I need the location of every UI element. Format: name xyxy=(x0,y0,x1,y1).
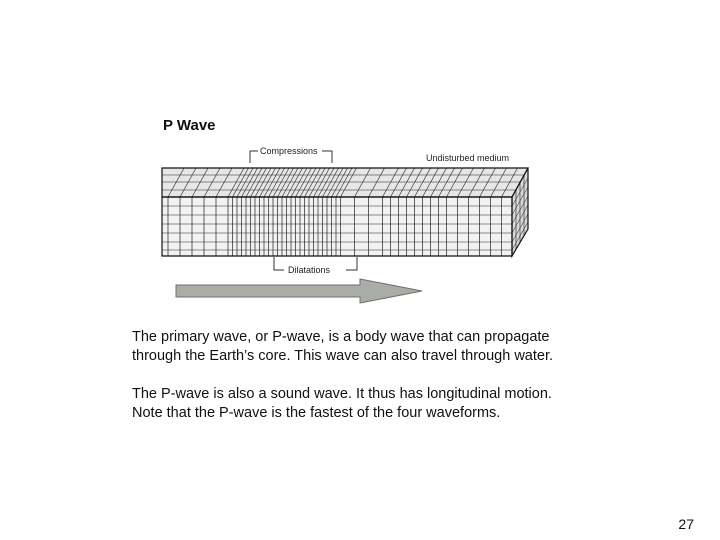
propagation-arrow xyxy=(176,279,422,303)
body-text xyxy=(132,328,652,423)
page-number: 27 xyxy=(678,516,694,532)
undisturbed-medium-label: Undisturbed medium xyxy=(426,153,510,163)
text-line: through the Earth’s core. This wave can also travel through water. xyxy=(132,348,554,364)
compressions-label: Compressions xyxy=(260,146,318,156)
dilatations-label: Dilatations xyxy=(288,265,331,275)
text-line: The P-wave is also a sound wave. It thus has longitudinal motion. xyxy=(132,386,552,402)
diagram-title: P Wave xyxy=(163,117,216,134)
text-line: Note that the P-wave is the fastest of the four waveforms. xyxy=(132,405,501,421)
paragraph-sound-wave xyxy=(132,385,652,423)
paragraph-primary-wave xyxy=(132,328,652,366)
text-line: The primary wave, or P-wave, is a body wave that can propagate xyxy=(132,329,550,345)
